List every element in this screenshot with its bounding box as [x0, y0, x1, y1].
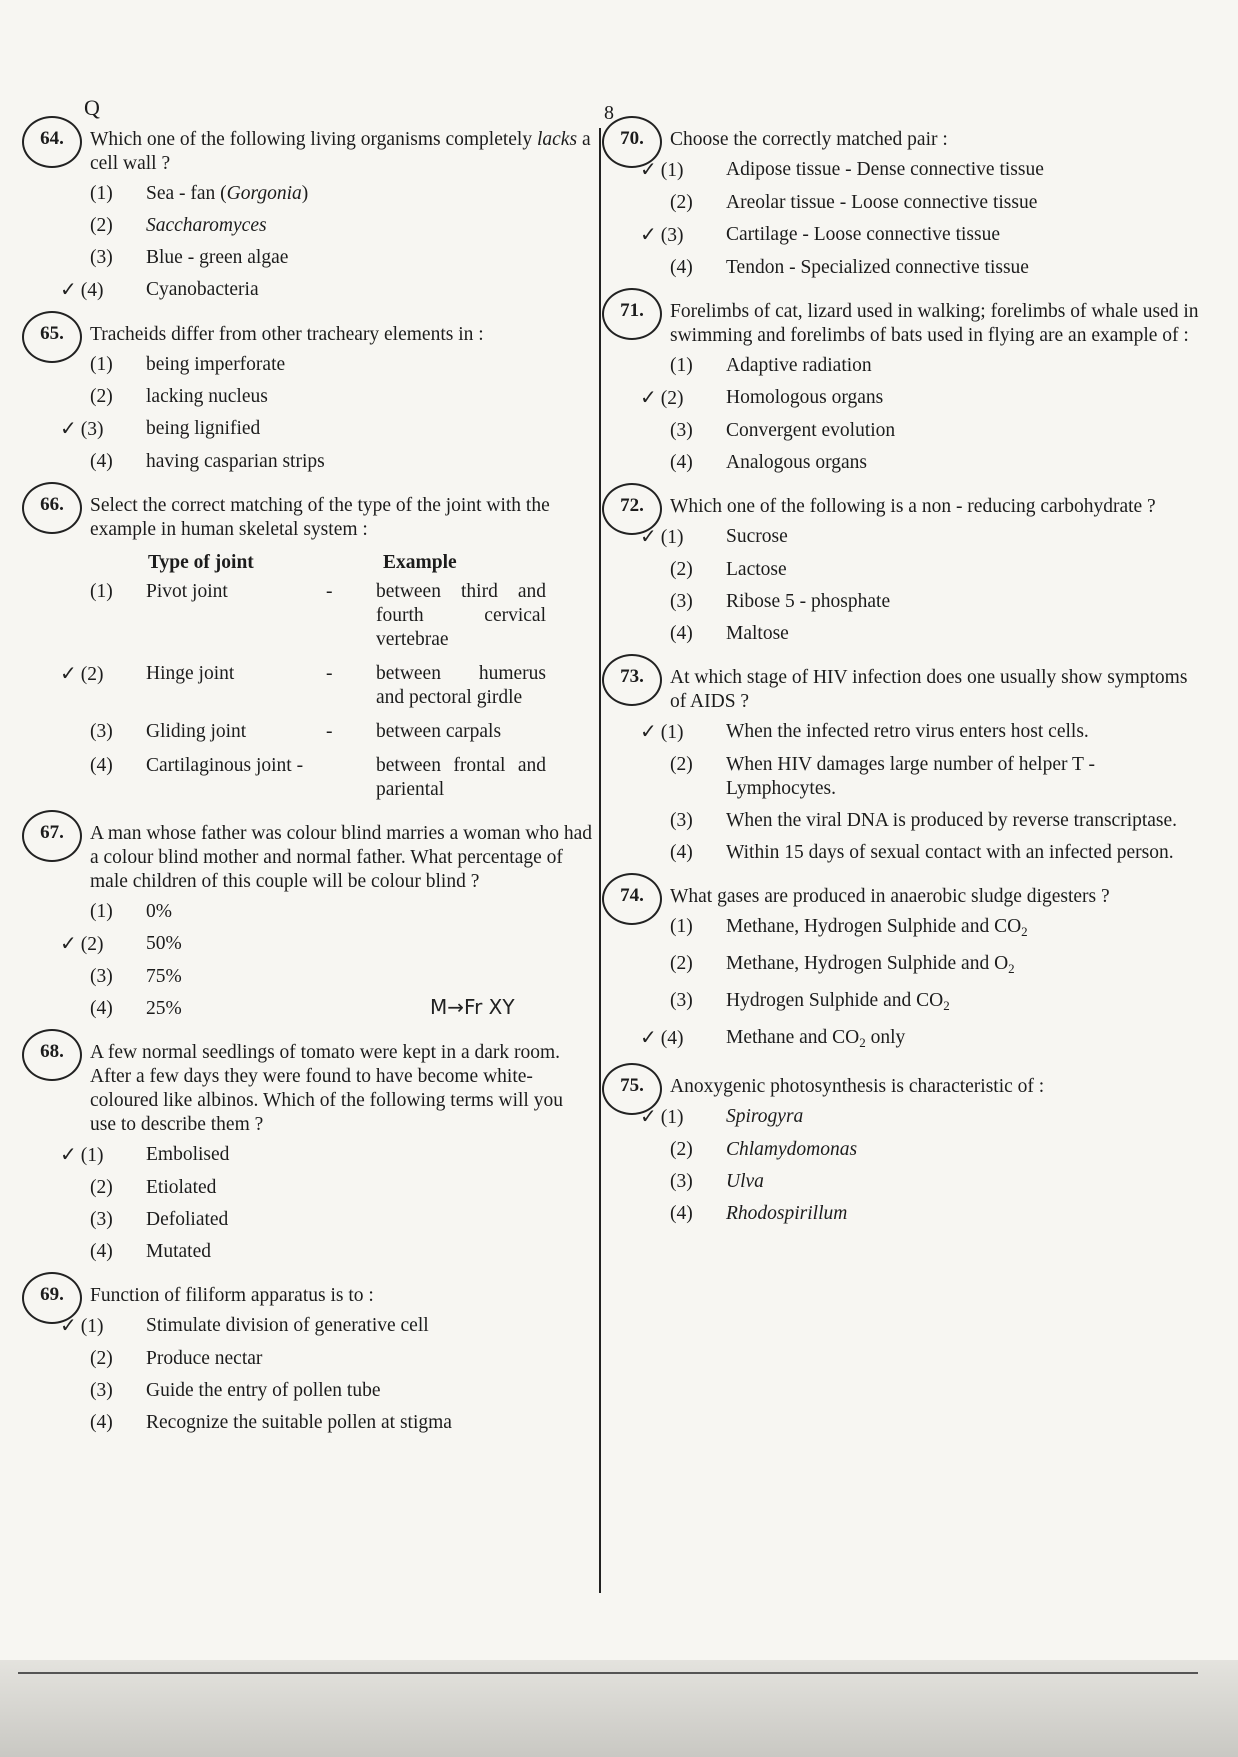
table-row — [90, 720, 593, 744]
option-number: (4) — [670, 452, 693, 473]
option — [90, 900, 593, 924]
header-type: Type of joint — [148, 552, 254, 573]
option-text: Produce nectar — [146, 1348, 263, 1369]
option — [640, 720, 1208, 745]
option-text: Methane, Hydrogen Sulphide and $CO_2$ — [726, 916, 1028, 939]
question-text: Which one of the following is a non - reducing carbohydrate ? — [670, 496, 1156, 517]
checkmark-icon: ✓ — [60, 418, 77, 440]
option — [60, 1314, 593, 1339]
question-text: Select the correct matching of the type of the joint with the example in human skeletal system : — [90, 495, 550, 540]
option — [90, 1411, 593, 1435]
option — [90, 1240, 593, 1264]
option-number: ✓ (1) — [640, 526, 684, 548]
option — [640, 525, 1208, 550]
option-text: Cyanobacteria — [146, 279, 259, 300]
table-row — [90, 754, 593, 802]
question — [28, 128, 593, 303]
option-number: (2) — [90, 386, 113, 407]
option-list — [60, 1143, 593, 1264]
question — [28, 822, 593, 1021]
option-number: (1) — [90, 183, 113, 204]
handwritten-scribble: M→Fr XY — [430, 995, 515, 1019]
option-number: (3) — [90, 247, 113, 268]
joint-type: Hinge joint — [146, 663, 235, 684]
option-number: ✓ (2) — [640, 387, 684, 409]
option — [670, 622, 1208, 646]
question-number: 73. — [608, 666, 656, 688]
question — [608, 885, 1208, 1055]
option-number: ✓ (2) — [60, 663, 104, 685]
question — [608, 1075, 1208, 1226]
option — [90, 353, 593, 377]
question-number: 69. — [28, 1284, 76, 1306]
option-text: Ulva — [726, 1171, 764, 1192]
option — [670, 1202, 1208, 1226]
option — [670, 841, 1208, 865]
option-number: (3) — [670, 591, 693, 612]
option-list — [640, 354, 1208, 475]
option-number: (2) — [670, 559, 693, 580]
option-text: being lignified — [146, 418, 261, 439]
question — [608, 128, 1208, 280]
option-text: Recognize the suitable pollen at stigma — [146, 1412, 452, 1433]
question-number: 65. — [28, 323, 76, 345]
option — [60, 278, 593, 303]
option — [90, 1208, 593, 1232]
option-list — [60, 182, 593, 303]
option — [670, 558, 1208, 582]
option-number: (3) — [670, 990, 693, 1011]
option — [670, 952, 1208, 981]
option-number: (2) — [670, 953, 693, 974]
option-number: (2) — [90, 215, 113, 236]
option-text: Hydrogen Sulphide and $CO_2$ — [726, 990, 950, 1013]
option-number: (4) — [90, 998, 113, 1019]
option-text: Adipose tissue - Dense connective tissue — [726, 159, 1044, 180]
option-text: Mutated — [146, 1241, 211, 1262]
option — [670, 451, 1208, 475]
joint-example: between frontal and pariental — [376, 755, 546, 800]
header-example: Example — [383, 552, 457, 573]
checkmark-icon: ✓ — [60, 1144, 77, 1166]
checkmark-icon: ✓ — [640, 1106, 657, 1128]
option-text: being imperforate — [146, 354, 286, 375]
option-text: Lactose — [726, 559, 787, 580]
table-row — [90, 580, 593, 652]
column-divider — [599, 128, 601, 1593]
option-number: (1) — [670, 916, 693, 937]
option-number: (3) — [90, 1209, 113, 1230]
scan-shadow — [0, 1660, 1238, 1757]
question — [28, 1284, 593, 1435]
option — [670, 191, 1208, 215]
option-text: Saccharomyces — [146, 215, 267, 236]
dash — [326, 754, 376, 802]
option-number: (3) — [90, 966, 113, 987]
option — [60, 1143, 593, 1168]
option-text: Guide the entry of pollen tube — [146, 1380, 381, 1401]
question-text: A few normal seedlings of tomato were kept in a dark room. After a few days they were found to have become white-coloured like albinos. Which of the following terms will you use to describe them ? — [90, 1042, 563, 1135]
page-number: 8 — [604, 102, 614, 124]
dash: - — [326, 663, 333, 684]
option-number: (3) — [90, 1380, 113, 1401]
option-text: Blue - green algae — [146, 247, 289, 268]
checkmark-icon: ✓ — [60, 1315, 77, 1337]
option — [670, 753, 1208, 801]
option-text: Ribose 5 - phosphate — [726, 591, 891, 612]
left-column — [28, 128, 593, 1455]
option-number: ✓ (2) — [60, 933, 104, 955]
option-number: (4) — [670, 1203, 693, 1224]
option — [90, 450, 593, 474]
joint-example: between third and fourth cervical vertebrae — [376, 581, 546, 650]
option — [90, 246, 593, 270]
option — [640, 1026, 1208, 1055]
option-number: (3) — [670, 810, 693, 831]
option-text: Sucrose — [726, 526, 788, 547]
option — [670, 1170, 1208, 1194]
option-number: (4) — [670, 842, 693, 863]
option — [640, 1105, 1208, 1130]
option-list — [60, 900, 593, 1021]
option-number: ✓ (3) — [640, 224, 684, 246]
option-text: Within 15 days of sexual contact with an infected person. — [726, 842, 1174, 863]
option — [90, 1379, 593, 1403]
page-mark: Q — [84, 95, 100, 120]
option — [90, 997, 593, 1021]
option — [670, 1138, 1208, 1162]
option-text: 75% — [146, 966, 182, 987]
option-list — [640, 1105, 1208, 1226]
option-text: Spirogyra — [726, 1106, 804, 1127]
checkmark-icon: ✓ — [640, 224, 657, 246]
option-number: (3) — [670, 420, 693, 441]
option-number: (3) — [90, 721, 113, 742]
option-text: 50% — [146, 933, 182, 954]
question-text: What gases are produced in anaerobic sludge digesters ? — [670, 886, 1110, 907]
table-header — [90, 552, 593, 574]
question-number: 75. — [608, 1075, 656, 1097]
question-number: 74. — [608, 885, 656, 907]
option — [90, 1347, 593, 1371]
option-number: (1) — [90, 354, 113, 375]
option-text: Tendon - Specialized connective tissue — [726, 257, 1029, 278]
joint-example: between carpals — [376, 721, 502, 742]
option-text: Cartilage - Loose connective tissue — [726, 224, 1000, 245]
checkmark-icon: ✓ — [60, 933, 77, 955]
option-text: Convergent evolution — [726, 420, 896, 441]
right-column — [608, 128, 1208, 1246]
question-number: 72. — [608, 495, 656, 517]
checkmark-icon: ✓ — [640, 159, 657, 181]
option-text: Homologous organs — [726, 387, 884, 408]
option-number: (4) — [90, 1412, 113, 1433]
option-text: Defoliated — [146, 1209, 229, 1230]
joint-type: Pivot joint — [146, 581, 228, 602]
question-number: 66. — [28, 494, 76, 516]
option-number: ✓ (1) — [60, 1144, 104, 1166]
option — [670, 256, 1208, 280]
question-number: 64. — [28, 128, 76, 150]
option-list — [640, 525, 1208, 646]
option-number: (1) — [90, 581, 113, 602]
question-number: 70. — [608, 128, 656, 150]
table-row — [60, 662, 593, 710]
option — [670, 419, 1208, 443]
option — [60, 932, 593, 957]
option-number: (1) — [90, 901, 113, 922]
question-text: Function of filiform apparatus is to : — [90, 1285, 374, 1306]
option-number: (1) — [670, 355, 693, 376]
option — [640, 386, 1208, 411]
page-bottom-rule — [18, 1672, 1198, 1674]
option-number: ✓ (4) — [60, 279, 104, 301]
option-number: (4) — [90, 451, 113, 472]
question-number: 68. — [28, 1041, 76, 1063]
question — [608, 300, 1208, 475]
option — [90, 385, 593, 409]
option-text: Areolar tissue - Loose connective tissue — [726, 192, 1038, 213]
question-text: Forelimbs of cat, lizard used in walking; forelimbs of whale used in swimming and forelimbs of bats used in flying are an example of : — [670, 301, 1199, 346]
option-number: (4) — [670, 257, 693, 278]
option-text: When the viral DNA is produced by reverse transcriptase. — [726, 810, 1178, 831]
checkmark-icon: ✓ — [640, 387, 657, 409]
option-number: ✓ (4) — [640, 1027, 684, 1049]
option-text: Sea - fan (Gorgonia) — [146, 183, 309, 204]
option-number: (4) — [90, 755, 113, 776]
option-text: When HIV damages large number of helper T - Lymphocytes. — [726, 754, 1095, 799]
option — [670, 809, 1208, 833]
option-list — [60, 1314, 593, 1435]
question — [28, 1041, 593, 1264]
option-number: (2) — [670, 1139, 693, 1160]
dash: - — [326, 721, 333, 742]
option-text: Embolised — [146, 1144, 230, 1165]
option — [90, 965, 593, 989]
option — [670, 354, 1208, 378]
option — [670, 915, 1208, 944]
option-list — [640, 720, 1208, 865]
option-number: ✓ (1) — [640, 159, 684, 181]
question-text: Choose the correctly matched pair : — [670, 129, 948, 150]
question-text: Anoxygenic photosynthesis is characteristic of : — [670, 1076, 1045, 1097]
checkmark-icon: ✓ — [60, 663, 77, 685]
question-text: Which one of the following living organisms completely lacks a cell wall ? — [90, 129, 591, 174]
option — [90, 214, 593, 238]
option-number: ✓ (3) — [60, 418, 104, 440]
option-number: (3) — [670, 1171, 693, 1192]
checkmark-icon: ✓ — [640, 1027, 657, 1049]
question-number: 67. — [28, 822, 76, 844]
option-number: ✓ (1) — [640, 1106, 684, 1128]
option-number: (2) — [670, 192, 693, 213]
checkmark-icon: ✓ — [60, 279, 77, 301]
option-text: Methane, Hydrogen Sulphide and $O_2$ — [726, 953, 1015, 976]
option-text: Rhodospirillum — [726, 1203, 848, 1224]
option-text: lacking nucleus — [146, 386, 268, 407]
option-text: having casparian strips — [146, 451, 325, 472]
option-text: Stimulate division of generative cell — [146, 1315, 429, 1336]
checkmark-icon: ✓ — [640, 526, 657, 548]
joint-example: between humerus and pectoral girdle — [376, 663, 546, 708]
option-list — [640, 158, 1208, 280]
option — [640, 223, 1208, 248]
option-text: Methane and $CO_2$ only — [726, 1027, 906, 1050]
question — [608, 666, 1208, 865]
option-number: ✓ (1) — [640, 721, 684, 743]
option-text: When the infected retro virus enters host cells. — [726, 721, 1089, 742]
option-number: ✓ (1) — [60, 1315, 104, 1337]
question-text: Tracheids differ from other tracheary elements in : — [90, 324, 484, 345]
question — [28, 494, 593, 802]
option — [670, 590, 1208, 614]
option-number: (2) — [90, 1177, 113, 1198]
option — [60, 417, 593, 442]
joint-type: Cartilaginous joint - — [146, 755, 304, 776]
option-number: (4) — [90, 1241, 113, 1262]
question-number: 71. — [608, 300, 656, 322]
option-text: Analogous organs — [726, 452, 868, 473]
option-text: Maltose — [726, 623, 789, 644]
option-number: (2) — [670, 754, 693, 775]
question — [608, 495, 1208, 646]
option-list — [60, 353, 593, 474]
option-text: 25% — [146, 998, 182, 1019]
dash: - — [326, 581, 333, 602]
checkmark-icon: ✓ — [640, 721, 657, 743]
option-number: (2) — [90, 1348, 113, 1369]
option-text: Chlamydomonas — [726, 1139, 858, 1160]
option-number: (4) — [670, 623, 693, 644]
option — [670, 989, 1208, 1018]
option-text: Adaptive radiation — [726, 355, 872, 376]
option — [90, 182, 593, 206]
option — [640, 158, 1208, 183]
option-list — [640, 915, 1208, 1055]
question — [28, 323, 593, 474]
question-text: At which stage of HIV infection does one usually show symptoms of AIDS ? — [670, 667, 1188, 712]
option — [90, 1176, 593, 1200]
joint-type: Gliding joint — [146, 721, 247, 742]
option-text: Etiolated — [146, 1177, 217, 1198]
question-text: A man whose father was colour blind marries a woman who had a colour blind mother and normal father. What percentage of male children of this couple will be colour blind ? — [90, 823, 592, 892]
option-text: 0% — [146, 901, 172, 922]
